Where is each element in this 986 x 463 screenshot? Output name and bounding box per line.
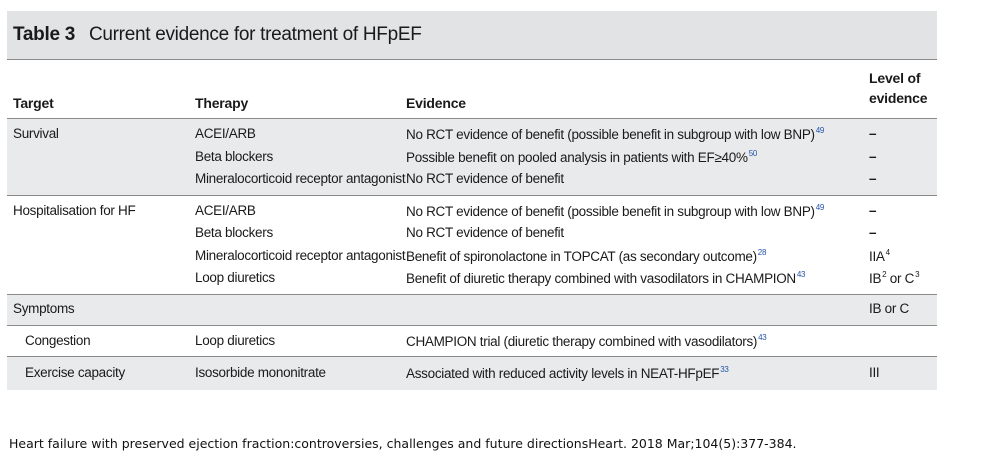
table-row — [7, 200, 937, 223]
table-row — [7, 222, 937, 245]
table-row — [7, 267, 937, 290]
row-evidence: Associated with reduced activity levels in NEAT-HFpEF$^{33}$ — [406, 364, 729, 381]
table-header-row — [7, 60, 937, 119]
table-row — [7, 245, 937, 268]
row-evidence: No RCT evidence of benefit — [406, 171, 564, 186]
row-level: $IB^2$ or $C^3$ — [869, 270, 920, 286]
hospitalisation-group — [7, 195, 937, 294]
row-target: Survival — [13, 126, 59, 141]
header-therapy: Therapy — [195, 95, 249, 111]
row-evidence: Benefit of diuretic therapy combined with vasodilators in CHAMPION$^{43}$ — [406, 270, 806, 286]
table-title-bar — [7, 11, 937, 60]
row-therapy: Beta blockers — [195, 225, 273, 240]
row-evidence: CHAMPION trial (diuretic therapy combined with vasodilators)$^{43}$ — [406, 332, 767, 349]
table-number: Table 3 — [13, 24, 75, 45]
row-level: IB or C — [869, 300, 909, 316]
congestion-row — [7, 326, 937, 357]
row-therapy: Mineralocorticoid receptor antagonist — [195, 171, 406, 186]
row-target: Exercise capacity — [25, 364, 125, 380]
row-evidence: No RCT evidence of benefit (possible benefit in subgroup with low BNP)$^{49}$ — [406, 126, 825, 142]
header-level-line2: evidence — [869, 90, 928, 106]
row-target: Hospitalisation for HF — [13, 202, 136, 218]
row-therapy: Loop diuretics — [195, 332, 275, 348]
table-row — [7, 146, 937, 169]
header-level-line1: Level of — [869, 70, 921, 86]
row-level: – — [869, 148, 877, 164]
row-level: IIA$^4$ — [869, 247, 890, 264]
symptoms-row — [7, 294, 937, 326]
row-evidence: Benefit of spironolactone in TOPCAT (as secondary outcome)$^{28}$ — [406, 247, 767, 264]
table-row — [7, 326, 937, 356]
table-row — [7, 295, 937, 325]
header-target: Target — [13, 95, 54, 111]
row-therapy: ACEI/ARB — [195, 202, 256, 218]
row-therapy: Mineralocorticoid receptor antagonist — [195, 247, 406, 263]
row-level: – — [869, 225, 877, 240]
row-therapy: Loop diuretics — [195, 270, 275, 285]
row-therapy: ACEI/ARB — [195, 126, 256, 141]
row-target: Congestion — [25, 332, 91, 348]
row-evidence: No RCT evidence of benefit — [406, 225, 564, 240]
row-level: III — [869, 364, 880, 380]
row-level: – — [869, 126, 877, 141]
exercise-row — [7, 357, 937, 390]
table-row — [7, 168, 937, 191]
row-therapy: Isosorbide mononitrate — [195, 364, 326, 380]
figure-caption: Heart failure with preserved ejection fraction:controversies, challenges and future directionsHeart. 2018 Mar;104(5):377-384. — [9, 436, 797, 451]
row-therapy: Beta blockers — [195, 148, 273, 164]
row-evidence: Possible benefit on pooled analysis in patients with EF≥40%$^{50}$ — [406, 148, 757, 165]
evidence-table — [7, 11, 937, 390]
header-evidence: Evidence — [406, 95, 466, 111]
table-title: Current evidence for treatment of HFpEF — [88, 24, 422, 45]
row-level: – — [869, 202, 877, 218]
row-evidence: No RCT evidence of benefit (possible benefit in subgroup with low BNP)$^{49}$ — [406, 202, 825, 219]
row-target: Symptoms — [13, 300, 75, 316]
table-row — [7, 123, 937, 146]
table-row — [7, 357, 937, 390]
survival-group — [7, 119, 937, 195]
row-level: – — [869, 171, 877, 186]
